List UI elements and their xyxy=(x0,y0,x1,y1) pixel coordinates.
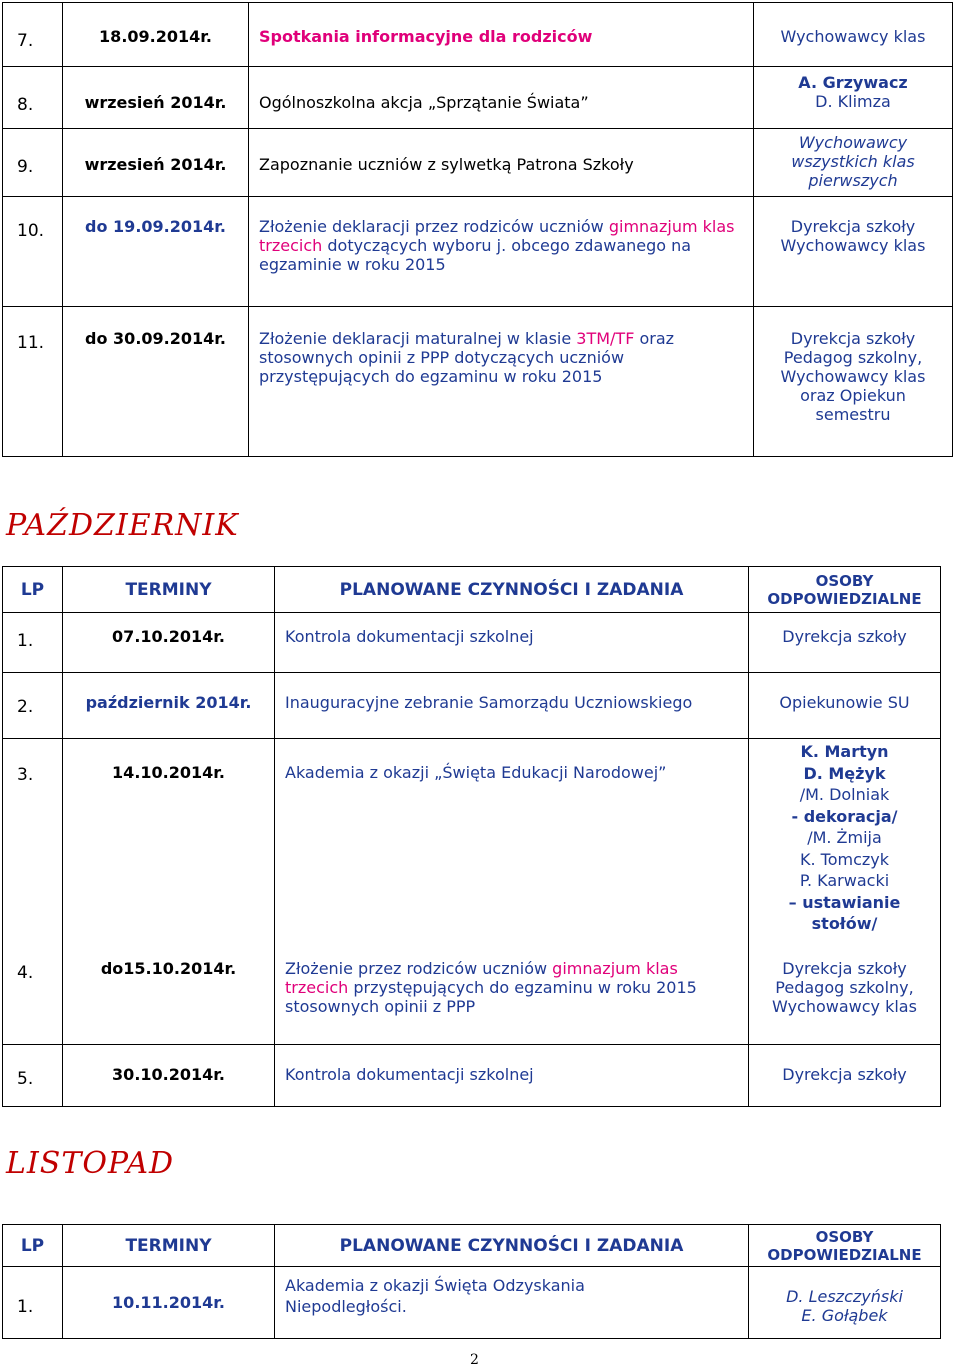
row-date: 07.10.2014r. xyxy=(63,613,275,673)
row-date: do15.10.2014r. xyxy=(63,943,275,1045)
table-row xyxy=(3,943,941,1045)
header-terms: TERMINY xyxy=(63,1225,275,1267)
table-header-row xyxy=(3,1225,941,1267)
row-date: 10.11.2014r. xyxy=(63,1267,275,1339)
row-date: do 19.09.2014r. xyxy=(63,197,249,307)
row-number: 11. xyxy=(3,307,63,457)
row-responsible: Opiekunowie SU xyxy=(749,673,941,739)
row-responsible: Wychowawcy klas xyxy=(754,3,953,67)
row-task: Złożenie deklaracji przez rodziców uczniów gimnazjum klas trzecich dotyczących wyboru j. obcego zdawanego na egzaminie w roku 2015 xyxy=(249,197,754,307)
row-date: wrzesień 2014r. xyxy=(63,129,249,197)
responsible-line: pierwszych xyxy=(808,171,898,190)
responsible-line: Dyrekcja szkoły xyxy=(790,217,916,236)
responsible-name: A. Grzywacz xyxy=(798,73,908,92)
row-task: Akademia z okazji Święta Odzyskania Niepodległości. xyxy=(275,1267,749,1339)
row-number: 9. xyxy=(3,129,63,197)
month-heading: LISTOPAD xyxy=(6,1146,175,1181)
header-terms: TERMINY xyxy=(63,567,275,613)
table-row xyxy=(3,1045,941,1107)
row-number: 1. xyxy=(3,613,63,673)
header-lp: LP xyxy=(3,567,63,613)
responsible-line: Dyrekcja szkoły xyxy=(782,958,907,978)
table-row xyxy=(3,3,953,67)
row-responsible xyxy=(754,67,953,129)
responsible-line: – ustawianie xyxy=(788,892,901,912)
responsible-line: /M. Żmija xyxy=(807,828,882,847)
row-number: 1. xyxy=(3,1267,63,1339)
responsible-line: D. Mężyk xyxy=(803,763,886,783)
row-task: Akademia z okazji „Święta Edukacji Narodowej” xyxy=(275,739,749,943)
table-row xyxy=(3,613,941,673)
table-row xyxy=(3,197,953,307)
row-task: Inauguracyjne zebranie Samorządu Uczniowskiego xyxy=(275,673,749,739)
row-number: 7. xyxy=(3,3,63,67)
row-task: Kontrola dokumentacji szkolnej xyxy=(275,613,749,673)
row-task: Zapoznanie uczniów z sylwetką Patrona Szkoły xyxy=(249,129,754,197)
table-row xyxy=(3,307,953,457)
row-task: Ogólnoszkolna akcja „Sprzątanie Świata” xyxy=(249,67,754,129)
header-tasks: PLANOWANE CZYNNOŚCI I ZADANIA xyxy=(275,567,749,613)
responsible-line: Dyrekcja szkoły xyxy=(790,329,916,348)
responsible-line: Wychowawcy klas xyxy=(780,367,926,386)
table-row xyxy=(3,67,953,129)
page-number: 2 xyxy=(470,1352,479,1368)
table-row xyxy=(3,129,953,197)
responsible-line: K. Martyn xyxy=(800,742,889,761)
responsible-line: D. Leszczyński xyxy=(786,1287,903,1306)
row-date: październik 2014r. xyxy=(63,673,275,739)
row-responsible xyxy=(754,307,953,457)
row-responsible xyxy=(749,943,941,1045)
october-table xyxy=(2,566,941,1107)
row-responsible xyxy=(749,739,941,943)
table-row xyxy=(3,673,941,739)
responsible-line: Wychowawcy klas xyxy=(780,236,926,255)
row-task: Złożenie deklaracji maturalnej w klasie 3TM/TF oraz stosownych opinii z PPP dotyczących uczniów przystępujących do egzaminu w roku 2015 xyxy=(249,307,754,457)
row-date: do 30.09.2014r. xyxy=(63,307,249,457)
responsible-line: /M. Dolniak xyxy=(799,785,890,804)
header-tasks: PLANOWANE CZYNNOŚCI I ZADANIA xyxy=(275,1225,749,1267)
responsible-line: - dekoracja/ xyxy=(791,806,898,826)
responsible-line: stołów/ xyxy=(811,914,878,933)
responsible-line: K. Tomczyk xyxy=(799,849,890,869)
row-responsible xyxy=(749,1267,941,1339)
row-date: 18.09.2014r. xyxy=(63,3,249,67)
header-responsible: OSOBY ODPOWIEDZIALNE xyxy=(749,567,941,613)
responsible-line: wszystkich klas xyxy=(791,152,915,171)
row-number: 10. xyxy=(3,197,63,307)
november-table xyxy=(2,1224,941,1339)
row-responsible xyxy=(754,197,953,307)
row-responsible: Dyrekcja szkoły xyxy=(749,613,941,673)
row-date: 14.10.2014r. xyxy=(63,739,275,943)
responsible-name: D. Klimza xyxy=(815,92,891,111)
row-number: 5. xyxy=(3,1045,63,1107)
september-table xyxy=(2,2,953,457)
row-task: Kontrola dokumentacji szkolnej xyxy=(275,1045,749,1107)
row-number: 3. xyxy=(3,739,63,943)
responsible-line: Pedagog szkolny, xyxy=(775,977,914,997)
row-number: 4. xyxy=(3,943,63,1045)
row-number: 2. xyxy=(3,673,63,739)
responsible-line: Pedagog szkolny, xyxy=(783,348,923,367)
responsible-line: E. Gołąbek xyxy=(801,1306,888,1325)
responsible-line: P. Karwacki xyxy=(799,871,890,890)
table-row xyxy=(3,739,941,943)
row-date: 30.10.2014r. xyxy=(63,1045,275,1107)
table-header-row xyxy=(3,567,941,613)
header-lp: LP xyxy=(3,1225,63,1267)
responsible-line: Wychowawcy xyxy=(798,133,908,152)
row-date: wrzesień 2014r. xyxy=(63,67,249,129)
header-responsible: OSOBY ODPOWIEDZIALNE xyxy=(749,1225,941,1267)
row-number: 8. xyxy=(3,67,63,129)
row-responsible xyxy=(754,129,953,197)
responsible-line: oraz Opiekun xyxy=(800,386,906,405)
responsible-line: semestru xyxy=(815,405,891,424)
responsible-line: Wychowawcy klas xyxy=(772,996,917,1016)
month-heading: PAŹDZIERNIK xyxy=(6,508,239,543)
table-row xyxy=(3,1267,941,1339)
row-task: Złożenie przez rodziców uczniów gimnazjum klas trzecich przystępujących do egzaminu w roku 2015 stosownych opinii z PPP xyxy=(275,943,749,1045)
row-task: Spotkania informacyjne dla rodziców xyxy=(249,3,754,67)
row-responsible: Dyrekcja szkoły xyxy=(749,1045,941,1107)
